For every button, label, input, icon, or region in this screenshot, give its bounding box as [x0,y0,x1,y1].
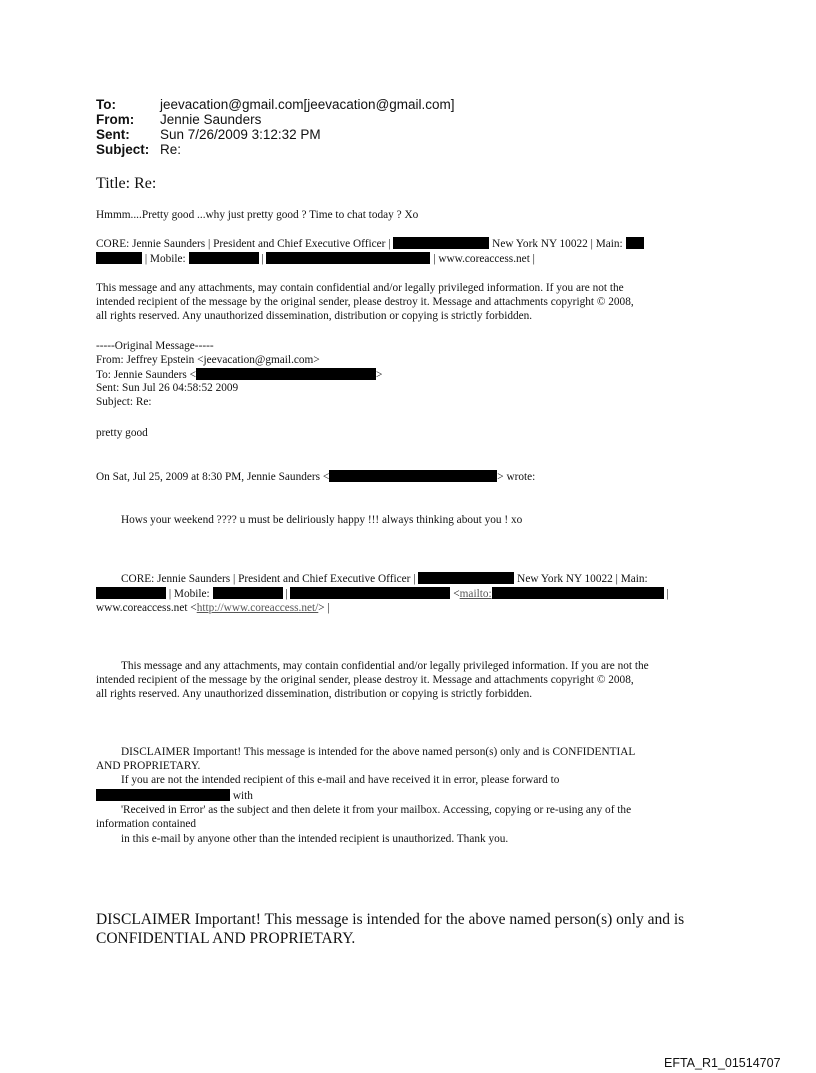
from-value: Jennie Saunders [160,112,262,127]
redaction-block [96,252,142,264]
to-value: jeevacation@gmail.com[jeevacation@gmail.com] [160,97,455,112]
signature-line-1 [96,237,644,252]
quote-intro-end: > wrote: [497,471,536,483]
sig2-text-b: New York NY 10022 | Main: [517,573,648,585]
sig2-text-d: | [285,588,288,600]
sig1-text-e: | www.coreaccess.net | [433,253,535,265]
disclaimer-big-line-1: DISCLAIMER Important! This message is intended for the above named person(s) only and is [96,911,685,928]
sig2-site-end: > | [318,602,330,614]
redaction-block [329,470,497,482]
disclaimer-small-line-5: 'Received in Error' as the subject and then delete it from your mailbox. Accessing, copying or re-using any of the [121,804,632,816]
signature2-line-1 [121,572,648,587]
redaction-block [189,252,259,264]
redaction-block [492,587,664,599]
document-id: EFTA_R1_01514707 [664,1056,781,1070]
original-to-text: To: Jennie Saunders < [96,369,197,381]
disclaimer-small-line-3: If you are not the intended recipient of this e-mail and have received it in error, please forward to [121,774,560,786]
disclaimer-small-line-7: in this e-mail by anyone other than the intended recipient is unauthorized. Thank you. [121,833,509,845]
header-sent-row [96,127,321,142]
sig2-text-a: CORE: Jennie Saunders | President and Chief Executive Officer | [121,573,416,585]
coreaccess-link[interactable]: http://www.coreaccess.net/ [196,602,319,614]
original-to-close: > [376,369,383,381]
quote-body: Hows your weekend ???? u must be deliriously happy !!! always thinking about you ! xo [121,514,523,526]
confidential-2-line-1: This message and any attachments, may contain confidential and/or legally privileged information. If you are not the [121,660,649,672]
from-label: From: [96,112,135,127]
disclaimer-small-line-6: information contained [96,818,197,830]
disclaimer-with: with [232,790,253,802]
disclaimer-big-line-2: CONFIDENTIAL AND PROPRIETARY. [96,930,356,947]
disclaimer-small-line-1: DISCLAIMER Important! This message is intended for the above named person(s) only and is CONFIDENTIAL [121,746,636,758]
original-from: From: Jeffrey Epstein <jeevacation@gmail.com> [96,354,320,366]
signature2-line-3 [96,602,330,616]
redaction-block [290,587,450,599]
original-to [96,368,382,383]
disclaimer-small-line-2: AND PROPRIETARY. [96,760,201,772]
original-subject: Subject: Re: [96,396,152,408]
reply-body: Hmmm....Pretty good ...why just pretty good ? Time to chat today ? Xo [96,209,419,221]
header-to-row [96,97,455,112]
original-body: pretty good [96,427,148,439]
confidential-2-line-3: all rights reserved. Any unauthorized dissemination, distribution or copying is strictly forbidden. [96,688,533,700]
redaction-block [213,587,283,599]
header-from-row [96,112,261,127]
sig1-text-b: New York NY 10022 | Main: [492,238,623,250]
confidential-2-line-2: intended recipient of the message by the original sender, please destroy it. Message and attachments copyright © 2008, [96,674,634,686]
title-line: Title: Re: [96,175,157,192]
sig2-text-e: < [453,588,460,600]
redaction-block [96,789,230,801]
redaction-block [626,237,644,249]
redaction-block [96,587,166,599]
header-subject-row [96,142,181,157]
redaction-block [196,368,376,380]
sent-value: Sun 7/26/2009 3:12:32 PM [160,127,321,142]
confidential-1-line-3: all rights reserved. Any unauthorized dissemination, distribution or copying is strictly forbidden. [96,310,533,322]
quote-intro-text: On Sat, Jul 25, 2009 at 8:30 PM, Jennie Saunders < [96,471,330,483]
original-sent: Sent: Sun Jul 26 04:58:52 2009 [96,382,239,394]
confidential-1-line-1: This message and any attachments, may contain confidential and/or legally privileged information. If you are not the [96,282,624,294]
quote-intro [96,470,535,485]
sig2-text-f: | [666,588,669,600]
redaction-block [393,237,489,249]
sig1-text-d: | [261,253,264,265]
confidential-1-line-2: intended recipient of the message by the original sender, please destroy it. Message and attachments copyright © 2008, [96,296,634,308]
subject-value: Re: [160,142,182,157]
disclaimer-small-line-4 [96,789,253,804]
redaction-block [266,252,430,264]
sig1-text-c: | Mobile: [144,253,186,265]
signature2-line-2 [96,587,669,602]
sig1-text-a: CORE: Jennie Saunders | President and Chief Executive Officer | [96,238,391,250]
redaction-block [418,572,514,584]
subject-label: Subject: [96,142,150,157]
original-separator: -----Original Message----- [96,340,214,352]
to-label: To: [96,97,116,112]
signature-line-2 [96,252,535,267]
sent-label: Sent: [96,127,130,142]
sig2-site-text: www.coreaccess.net < [96,602,197,614]
sig2-text-c: | Mobile: [168,588,210,600]
mailto-link[interactable]: mailto: [459,588,492,600]
